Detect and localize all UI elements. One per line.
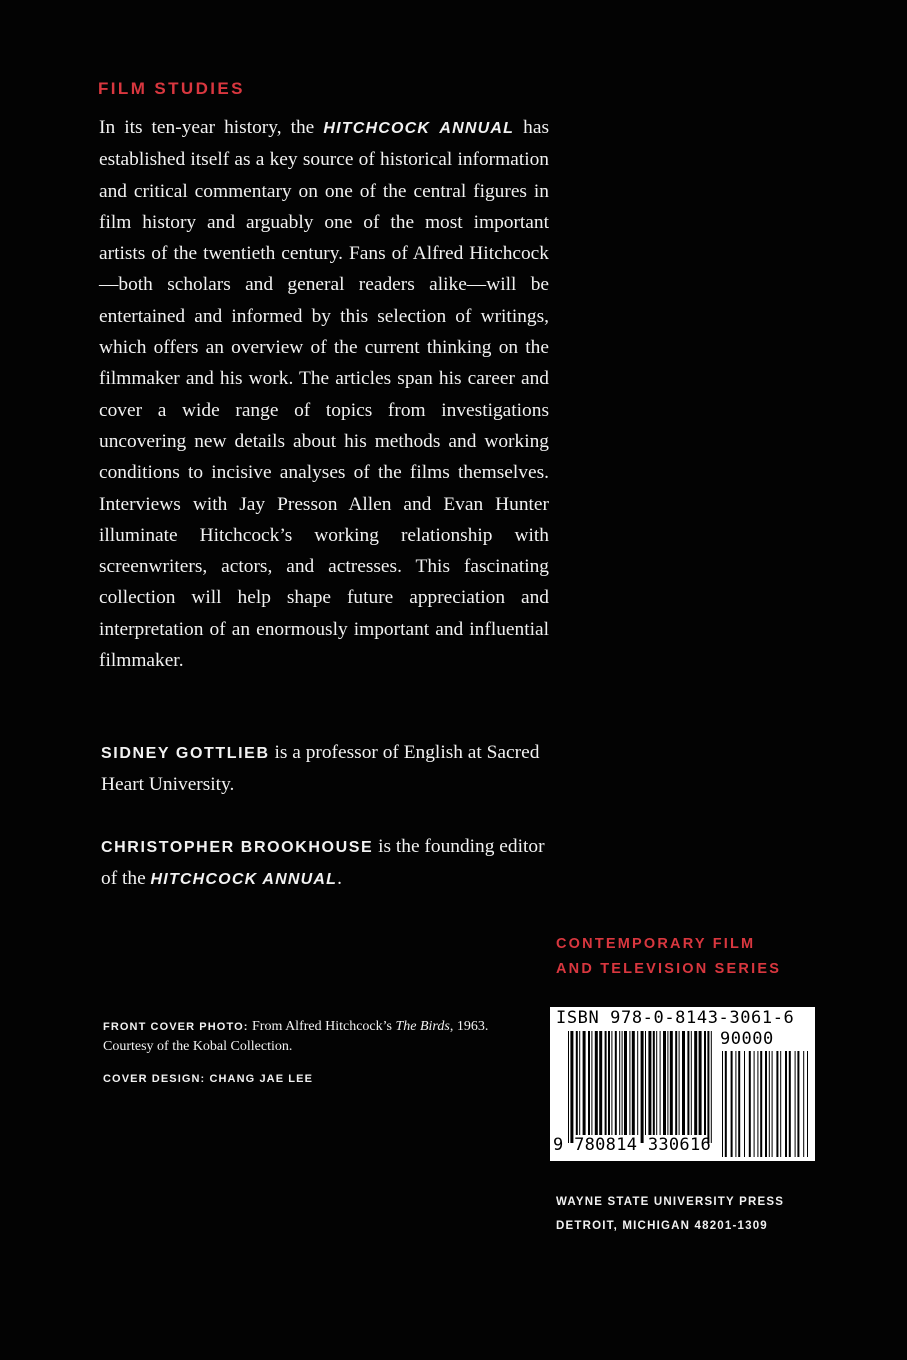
barcode-bar — [619, 1031, 620, 1135]
barcode-bar — [707, 1031, 709, 1143]
barcode-bar — [648, 1031, 651, 1135]
barcode-bar — [599, 1031, 602, 1135]
price-addon-number: 90000 — [720, 1029, 774, 1049]
barcode-bar — [632, 1031, 635, 1135]
barcode-bar — [704, 1031, 706, 1135]
barcode-bar — [645, 1031, 646, 1135]
editor-name: SIDNEY GOTTLIEB — [101, 745, 270, 762]
barcode-bar — [595, 1031, 598, 1135]
barcode-bar — [579, 1031, 580, 1135]
category-label: FILM STUDIES — [98, 79, 245, 98]
barcode-addon-bar — [738, 1051, 740, 1157]
journal-title: HITCHCOCK ANNUAL — [150, 871, 338, 889]
barcode-bar — [711, 1031, 712, 1143]
barcode-main-bars — [568, 1031, 712, 1143]
publisher-name: WAYNE STATE UNIVERSITY PRESS — [556, 1196, 785, 1208]
barcode-bar — [588, 1031, 590, 1135]
barcode-bar — [663, 1031, 666, 1135]
publisher-info — [556, 1190, 876, 1238]
cover-photo-film: The Birds — [395, 1019, 450, 1034]
barcode-bar — [675, 1031, 677, 1135]
cover-credits — [103, 1017, 523, 1089]
description-part-2: has established itself as a key source of historical information and critical commentary on one of the central figures in film history and arguably one of the most important artists of the twentieth century. Fans of Alfred Hitchcock—both scholars and general readers alike—will be entertained and informed by this selection of writings, which offers an overview of the current thinking on the filmmaker and his work. The articles span his career and cover a wide range of topics from investigations uncovering new details about his methods and working conditions to incisive analyses of the films themselves. Interviews with Jay Presson Allen and Evan Hunter illuminate Hitchcock’s working relationship with screenwriters, actors, and actresses. This fascinating collection will help shape future appreciation and interpretation of an enormously important and influential filmmaker. — [99, 117, 549, 672]
barcode-bar — [691, 1031, 692, 1135]
barcode-addon-bars — [722, 1051, 808, 1157]
isbn-text: ISBN 978-0-8143-3061-6 — [556, 1008, 795, 1028]
barcode-addon-bar — [757, 1051, 758, 1157]
barcode-bar — [568, 1031, 569, 1143]
editor-bio-text: is the founding editor of the — [101, 836, 545, 890]
barcode-bar — [591, 1031, 592, 1135]
barcode-addon-bar — [803, 1051, 804, 1157]
series-name — [556, 932, 856, 982]
barcode-bar — [656, 1031, 657, 1135]
cover-design-credit: COVER DESIGN: CHANG JAE LEE — [103, 1073, 314, 1085]
barcode-addon-bar — [749, 1051, 751, 1157]
cover-photo-text-end: , 1963. Courtesy of the Kobal Collection. — [103, 1019, 489, 1054]
barcode-bar — [615, 1031, 617, 1135]
barcode-addon-bar — [754, 1051, 755, 1157]
barcode-addon-bar — [725, 1051, 727, 1157]
series-line-1: CONTEMPORARY FILM — [556, 936, 756, 952]
publisher-address: DETROIT, MICHIGAN 48201-1309 — [556, 1220, 768, 1232]
barcode-addon-bar — [795, 1051, 796, 1157]
editor-bio-gottlieb — [101, 737, 551, 801]
barcode-bar — [624, 1031, 627, 1135]
barcode-addon-bar — [797, 1051, 799, 1157]
barcode-number: 9 780814 330616 — [553, 1135, 712, 1155]
editor-name: CHRISTOPHER BROOKHOUSE — [101, 839, 374, 856]
barcode-bar — [687, 1031, 689, 1135]
barcode-bar — [641, 1031, 644, 1143]
editor-bio-brookhouse — [101, 831, 551, 896]
barcode-bar — [583, 1031, 586, 1135]
barcode-bar — [637, 1031, 638, 1135]
barcode-addon-bar — [807, 1051, 808, 1157]
journal-title: HITCHCOCK ANNUAL — [323, 120, 515, 137]
cover-photo-text: From Alfred Hitchcock’s — [248, 1019, 396, 1034]
barcode-bar — [682, 1031, 685, 1135]
barcode-addon-bar — [780, 1051, 781, 1157]
description-part-1: In its ten-year history, the — [99, 117, 324, 138]
barcode-bar — [667, 1031, 668, 1135]
barcode-bar — [653, 1031, 655, 1135]
series-line-2: AND TELEVISION SERIES — [556, 961, 782, 977]
editor-bio-text: is a professor of English at Sacred Heart University. — [101, 742, 540, 796]
barcode-bar — [694, 1031, 697, 1135]
barcode-bar — [576, 1031, 578, 1135]
barcode-bar — [679, 1031, 680, 1135]
barcode-addon-bar — [731, 1051, 733, 1157]
isbn-barcode — [550, 1007, 815, 1161]
barcode-addon-bar — [776, 1051, 778, 1157]
barcode-bar — [629, 1031, 630, 1135]
cover-photo-credit — [103, 1017, 523, 1057]
cover-photo-label: FRONT COVER PHOTO: — [103, 1021, 249, 1033]
barcode-addon-bar — [789, 1051, 791, 1157]
book-description — [99, 112, 549, 676]
barcode-bar — [699, 1031, 702, 1135]
barcode-bar — [660, 1031, 661, 1135]
barcode-addon-bar — [722, 1051, 723, 1157]
barcode-bar — [611, 1031, 612, 1135]
editor-bio-end: . — [337, 868, 342, 890]
barcode-bar — [570, 1031, 573, 1143]
barcode-addon-bar — [769, 1051, 770, 1157]
barcode-addon-bar — [735, 1051, 736, 1157]
barcode-addon-bar — [760, 1051, 762, 1157]
barcode-bar — [605, 1031, 607, 1135]
barcode-addon-bar — [785, 1051, 787, 1157]
barcode-bar — [622, 1031, 623, 1135]
barcode-addon-bar — [765, 1051, 767, 1157]
barcode-bar — [608, 1031, 610, 1135]
barcode-addon-bar — [744, 1051, 745, 1157]
barcode-addon-bar — [772, 1051, 773, 1157]
barcode-bar — [670, 1031, 673, 1135]
